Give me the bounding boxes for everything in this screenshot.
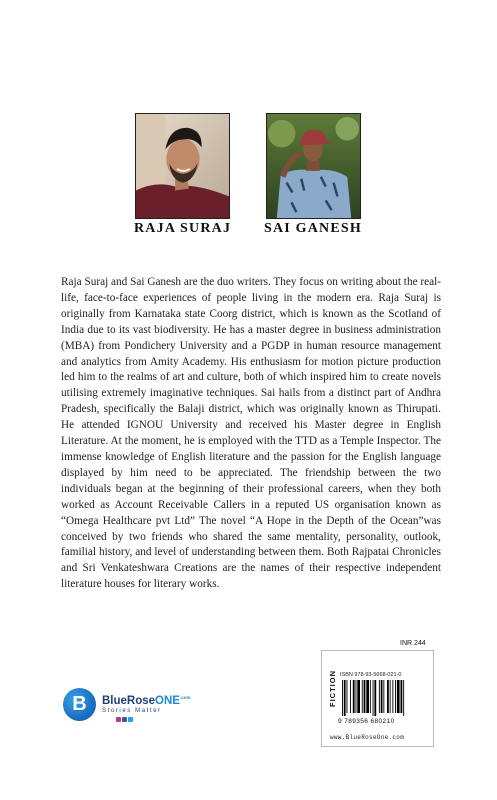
- instagram-icon: [116, 717, 121, 722]
- barcode-bar: [403, 680, 404, 716]
- barcode-bar: [387, 680, 389, 713]
- barcode-bar: [395, 680, 396, 713]
- barcode-bar: [392, 680, 393, 713]
- price-label: INR 244: [400, 640, 426, 647]
- barcode-bar: [374, 680, 376, 716]
- barcode-bar: [401, 680, 403, 713]
- barcode-bar: [383, 680, 384, 713]
- author-photo-sai-ganesh: [266, 113, 361, 219]
- publisher-tagline: Stories Matter: [102, 708, 162, 714]
- social-icons: [116, 717, 133, 722]
- barcode-bar: [370, 680, 371, 713]
- genre-label: FICTION: [328, 670, 337, 707]
- barcode-bar: [356, 680, 357, 713]
- barcode-bar: [362, 680, 363, 713]
- facebook-icon: [122, 717, 127, 722]
- barcode: [342, 680, 422, 716]
- isbn-digits: 9 789356 680210: [338, 718, 395, 725]
- author-name-right: SAI GANESH: [264, 221, 362, 236]
- barcode-bar: [397, 680, 400, 713]
- barcode-bar: [373, 680, 374, 716]
- author-bio: Raja Suraj and Sai Ganesh are the duo writers. They focus on writing about the real-life, face-to-face experiences of people living in the modern era. Raja Suraj is originally from Karnataka state Coorg district, which is known as the Scotland of India due to its vast biodiversity. He has a master degree in business administration (MBA) from Pondichery University and a PGDP in human resource management and analytics from Amity Academy. His enthusiasm for motion picture production led him to the realms of art and culture, both of which inspired him to create novels utilising extremely imaginative techniques. Sai hails from a distinct part of Andhra Pradesh, specifically the Balaji district, which was originally known as Thirupati. He attended IGNOU University and received his Master degree in English Literature. At the moment, he is employed with the TTD as a Temple Inspector. The immense knowledge of English literature and the passion for the English language displayed by him need to be appreciated. The friendship between the two individuals began at the beginning of their professional careers, when they both worked as Account Receivable Callers in a reputed US organisation known as “Omega Healthcare pvt Ltd” The novel “A Hope in the Depth of the Ocean”was conceived by two friends who shared the same mentality, personality, outlook, familial history, and level of understanding between them. Both Rajpatai Chronicles and Sri Venkateshwara Creations are the names of their respective independent literature houses for literary works.: [61, 276, 441, 591]
- publisher-brand: BlueRoseONE$^{.com}$: [102, 695, 191, 707]
- isbn-label: ISBN 978-93-5668-021-0: [340, 672, 402, 678]
- author-name-left: RAJA SURAJ: [134, 221, 232, 236]
- barcode-bar: [379, 680, 380, 713]
- barcode-bar: [364, 680, 366, 713]
- barcode-bar: [342, 680, 343, 716]
- barcode-bar: [350, 680, 351, 713]
- twitter-icon: [128, 717, 133, 722]
- barcode-bar: [344, 680, 346, 716]
- publisher-logo-icon: B: [63, 688, 96, 721]
- barcode-bar: [353, 680, 355, 713]
- barcode-bar: [357, 680, 360, 713]
- barcode-bar: [381, 680, 383, 713]
- barcode-bar: [366, 680, 369, 713]
- publisher-website: www.BlueRoseOne.com: [330, 734, 405, 741]
- barcode-bar: [347, 680, 348, 713]
- author-photo-raja-suraj: [135, 113, 230, 219]
- barcode-bar: [390, 680, 391, 713]
